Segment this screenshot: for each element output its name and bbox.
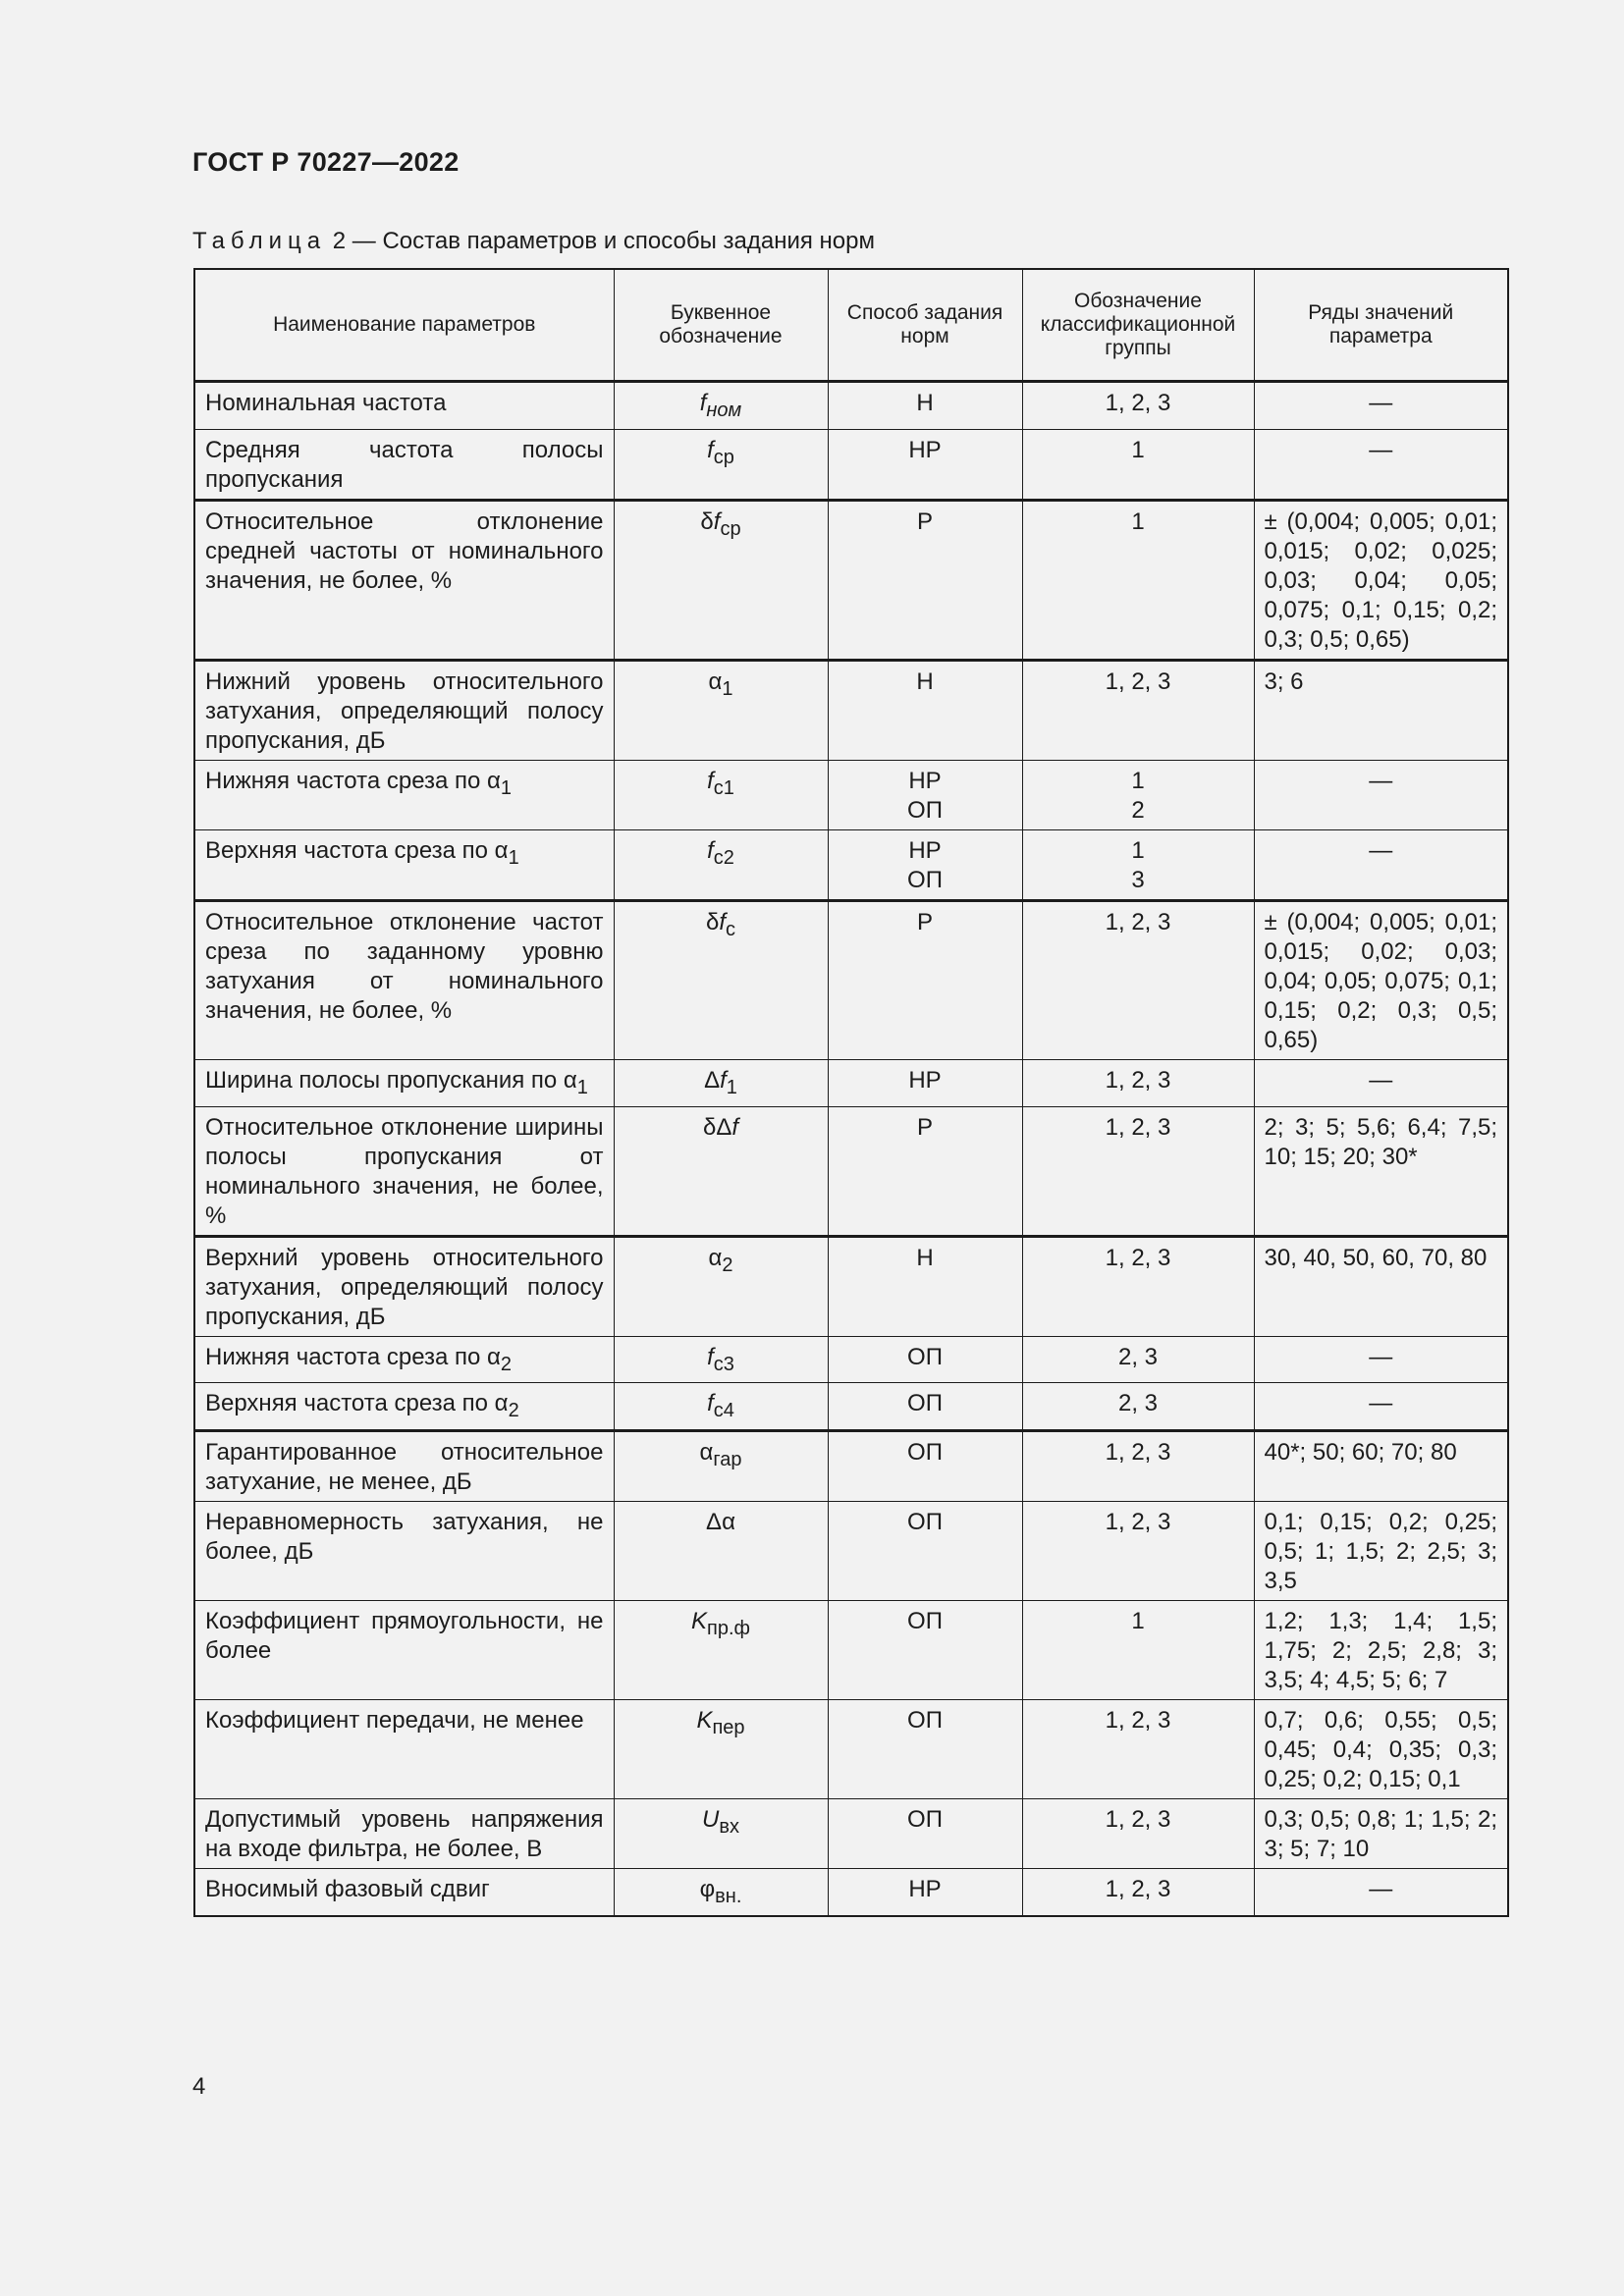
- class-group: 3: [1131, 866, 1145, 893]
- norm-method: ОП: [907, 1343, 943, 1370]
- symbol-base: f: [699, 390, 707, 416]
- symbol-cell: [614, 500, 828, 660]
- value-series-cell: [1254, 900, 1508, 1059]
- value-series: 0,3; 0,5; 0,8; 1; 1,5; 2; 3; 5; 7; 10: [1264, 1806, 1497, 1863]
- parameter-name: Верхняя частота среза по α: [205, 1390, 509, 1417]
- document-header: ГОСТ Р 70227—2022: [192, 147, 460, 177]
- symbol-subscript: вн.: [715, 1885, 742, 1907]
- class-group-cell: [1022, 1502, 1254, 1601]
- symbol-subscript: пр.ф: [707, 1617, 750, 1639]
- value-series-cell: [1254, 1336, 1508, 1383]
- parameter-name-cell: [194, 1059, 614, 1106]
- symbol-cell: [614, 1700, 828, 1799]
- symbol-base: f: [707, 1390, 714, 1417]
- parameter-name: Вносимый фазовый сдвиг: [205, 1876, 490, 1903]
- symbol-cell: [614, 1383, 828, 1431]
- value-series: 0,1; 0,15; 0,2; 0,25; 0,5; 1; 1,5; 2; 2,5; 3; 3,5: [1264, 1509, 1497, 1595]
- value-series: —: [1369, 836, 1393, 864]
- parameter-symbol: [700, 507, 741, 540]
- norm-method: ОП: [907, 1608, 943, 1635]
- value-series: —: [1369, 390, 1393, 416]
- class-group-cell: [1022, 900, 1254, 1059]
- class-group-cell: [1022, 1106, 1254, 1236]
- norm-method: ОП: [907, 1439, 943, 1467]
- symbol-cell: [614, 382, 828, 430]
- norm-method: Н: [916, 1244, 934, 1271]
- parameter-name: Номинальная частота: [205, 390, 447, 416]
- parameter-name-subscript: 1: [500, 776, 513, 799]
- value-series-cell: [1254, 1869, 1508, 1916]
- symbol-base: f: [713, 507, 721, 535]
- norm-method: НР: [908, 767, 942, 794]
- table-caption-text: 2 — Состав параметров и способы задания норм: [326, 228, 875, 254]
- parameter-name-cell: [194, 760, 614, 829]
- class-group-cell: [1022, 1799, 1254, 1869]
- parameter-name-cell: [194, 829, 614, 900]
- symbol-cell: [614, 660, 828, 760]
- symbol-subscript: ном: [706, 399, 742, 421]
- norm-method-cell: [828, 1700, 1022, 1799]
- table-row: [194, 1059, 1508, 1106]
- value-series-cell: [1254, 1236, 1508, 1336]
- value-series: 3; 6: [1264, 667, 1304, 695]
- parameter-symbol: [699, 1439, 742, 1470]
- parameter-name: Неравномерность затухания, не более, дБ: [205, 1509, 604, 1566]
- symbol-cell: [614, 1059, 828, 1106]
- class-group: 1, 2, 3: [1105, 1876, 1171, 1903]
- norm-method-cell: [828, 1236, 1022, 1336]
- norm-method-cell: [828, 429, 1022, 500]
- norm-method: ОП: [907, 1707, 943, 1735]
- symbol-subscript: пер: [712, 1716, 745, 1738]
- norm-method: НР: [908, 436, 942, 463]
- parameter-symbol: [705, 908, 736, 940]
- table-row: [194, 429, 1508, 500]
- class-group-cell: [1022, 1431, 1254, 1502]
- parameter-symbol: [702, 1806, 739, 1838]
- symbol-cell: [614, 1431, 828, 1502]
- class-group: 1, 2, 3: [1105, 390, 1171, 416]
- value-series-cell: [1254, 1502, 1508, 1601]
- table-row: [194, 1869, 1508, 1916]
- class-group: 2, 3: [1117, 1343, 1159, 1370]
- symbol-prefix: δ: [705, 908, 720, 935]
- class-group-cell: [1022, 1059, 1254, 1106]
- page-number: 4: [192, 2073, 206, 2100]
- norm-method: Р: [916, 908, 933, 935]
- class-group-cell: [1022, 500, 1254, 660]
- parameter-symbol: [699, 390, 742, 421]
- value-series: 1,2; 1,3; 1,4; 1,5; 1,75; 2; 2,5; 2,8; 3; 3,5; 4; 4,5; 5; 6; 7: [1264, 1608, 1497, 1694]
- class-group-cell: [1022, 429, 1254, 500]
- norm-method-cell: [828, 1059, 1022, 1106]
- class-group-cell: [1022, 1383, 1254, 1431]
- class-group-cell: [1022, 1700, 1254, 1799]
- symbol-subscript: c2: [713, 846, 734, 869]
- table-row: [194, 1383, 1508, 1431]
- norm-method-cell: [828, 1502, 1022, 1601]
- parameter-symbol: [699, 1876, 742, 1907]
- value-series-cell: [1254, 500, 1508, 660]
- table-row: [194, 1236, 1508, 1336]
- symbol-cell: [614, 1799, 828, 1869]
- class-group-cell: [1022, 829, 1254, 900]
- value-series: —: [1369, 1390, 1393, 1417]
- norm-method: Р: [916, 1113, 933, 1141]
- parameter-name-cell: [194, 429, 614, 500]
- parameter-name-cell: [194, 382, 614, 430]
- table-row: [194, 1431, 1508, 1502]
- norm-method-cell: [828, 1383, 1022, 1431]
- symbol-prefix: α: [699, 1439, 714, 1467]
- class-group-cell: [1022, 1601, 1254, 1700]
- class-group: 1, 2, 3: [1105, 1439, 1171, 1467]
- symbol-subscript: 1: [722, 677, 733, 700]
- value-series-cell: [1254, 1106, 1508, 1236]
- symbol-subscript: гар: [713, 1448, 742, 1470]
- symbol-base: K: [696, 1707, 713, 1735]
- symbol-base: U: [702, 1806, 720, 1834]
- symbol-prefix: α: [708, 1244, 723, 1271]
- symbol-base: f: [707, 1343, 714, 1370]
- table-row: [194, 382, 1508, 430]
- value-series: 30, 40, 50, 60, 70, 80: [1264, 1244, 1488, 1271]
- symbol-subscript: c4: [713, 1400, 734, 1422]
- parameter-name-cell: [194, 1601, 614, 1700]
- value-series: —: [1369, 767, 1393, 794]
- symbol-prefix: δ: [700, 507, 714, 535]
- symbol-cell: [614, 1869, 828, 1916]
- symbol-cell: [614, 1601, 828, 1700]
- parameter-symbol: [707, 836, 734, 869]
- norm-method-cell: [828, 1336, 1022, 1383]
- symbol-subscript: c3: [713, 1353, 734, 1375]
- parameter-name-cell: [194, 1236, 614, 1336]
- norm-method-cell: [828, 660, 1022, 760]
- value-series-cell: [1254, 1799, 1508, 1869]
- parameter-name: Коэффициент передачи, не менее: [205, 1707, 584, 1735]
- parameter-symbol: [691, 1608, 750, 1639]
- parameter-name-subscript: 2: [500, 1353, 513, 1375]
- class-group: 1: [1131, 836, 1145, 864]
- class-group: 1: [1131, 507, 1145, 535]
- header-class-group: Обозначение классификационной группы: [1022, 269, 1254, 382]
- parameter-name-cell: [194, 1700, 614, 1799]
- parameter-name: Ширина полосы пропускания по α: [205, 1066, 577, 1094]
- value-series-cell: [1254, 829, 1508, 900]
- parameter-name: Относительное отклонение средней частоты от номинального значения, не более, %: [205, 507, 604, 594]
- table-row: [194, 900, 1508, 1059]
- table-row: [194, 760, 1508, 829]
- norm-method: Н: [916, 390, 934, 416]
- header-letter-symbol: Буквенное обозначение: [614, 269, 828, 382]
- symbol-base: f: [707, 436, 714, 463]
- norm-method-cell: [828, 382, 1022, 430]
- table-row: [194, 829, 1508, 900]
- symbol-subscript: c: [726, 918, 736, 940]
- symbol-subscript: c1: [713, 776, 734, 799]
- header-norm-method: Способ задания норм: [828, 269, 1022, 382]
- parameter-name-cell: [194, 1799, 614, 1869]
- parameter-symbol: [708, 667, 733, 700]
- symbol-cell: [614, 1502, 828, 1601]
- norm-method: НР: [908, 1876, 942, 1903]
- parameter-symbol: [707, 1390, 734, 1422]
- symbol-cell: [614, 760, 828, 829]
- value-series-cell: [1254, 1700, 1508, 1799]
- symbol-prefix: Δ: [704, 1066, 721, 1094]
- class-group: 1: [1131, 436, 1145, 463]
- norm-method-cell: [828, 1869, 1022, 1916]
- symbol-cell: [614, 829, 828, 900]
- class-group: 1, 2, 3: [1105, 908, 1171, 935]
- table-caption: [192, 228, 875, 255]
- value-series: —: [1369, 436, 1393, 463]
- symbol-base: K: [691, 1608, 708, 1635]
- parameter-name: Коэффициент прямоугольности, не более: [205, 1608, 604, 1665]
- symbol-base: f: [707, 767, 714, 794]
- parameter-symbol: [706, 1509, 735, 1535]
- symbol-cell: [614, 900, 828, 1059]
- symbol-prefix: δΔ: [702, 1113, 732, 1141]
- parameter-name-cell: [194, 1431, 614, 1502]
- symbol-cell: [614, 429, 828, 500]
- parameter-name: Верхний уровень относительного затухания, определяющий полосу пропускания, дБ: [205, 1244, 604, 1330]
- norm-method-cell: [828, 900, 1022, 1059]
- class-group: 2, 3: [1117, 1390, 1159, 1417]
- value-series: —: [1369, 1876, 1393, 1903]
- value-series: ± (0,004; 0,005; 0,01; 0,015; 0,02; 0,03; 0,04; 0,05; 0,075; 0,1; 0,15; 0,2; 0,3; 0,5; 0,65): [1264, 908, 1497, 1053]
- symbol-base: f: [707, 836, 714, 864]
- parameter-symbol: [707, 767, 734, 799]
- table-row: [194, 1502, 1508, 1601]
- norm-method-cell: [828, 829, 1022, 900]
- norm-method-cell: [828, 760, 1022, 829]
- parameter-symbol: [704, 1066, 737, 1098]
- value-series: 0,7; 0,6; 0,55; 0,5; 0,45; 0,4; 0,35; 0,3; 0,25; 0,2; 0,15; 0,1: [1264, 1707, 1497, 1793]
- table-row: [194, 1700, 1508, 1799]
- parameter-name-subscript: 1: [576, 1076, 588, 1098]
- parameter-name-subscript: 1: [508, 846, 519, 869]
- norm-method: ОП: [907, 1509, 943, 1536]
- class-group: 1, 2, 3: [1105, 1707, 1171, 1735]
- value-series-cell: [1254, 382, 1508, 430]
- norm-method-cell: [828, 1601, 1022, 1700]
- symbol-cell: [614, 1106, 828, 1236]
- class-group: 1, 2, 3: [1105, 1806, 1171, 1834]
- norm-method: ОП: [907, 866, 943, 893]
- symbol-subscript: ср: [720, 517, 741, 540]
- class-group: 1, 2, 3: [1105, 1066, 1171, 1094]
- class-group: 1: [1131, 767, 1145, 794]
- table-row: [194, 500, 1508, 660]
- table-caption-label: Таблица: [192, 228, 327, 254]
- norm-method-cell: [828, 1431, 1022, 1502]
- parameter-symbol: [707, 1343, 734, 1375]
- parameter-name: Нижний уровень относительного затухания, определяющий полосу пропускания, дБ: [205, 667, 604, 754]
- value-series-cell: [1254, 1601, 1508, 1700]
- norm-method: ОП: [907, 1806, 943, 1834]
- symbol-prefix: Δα: [706, 1509, 735, 1536]
- value-series-cell: [1254, 1431, 1508, 1502]
- norm-method-cell: [828, 1106, 1022, 1236]
- symbol-base: f: [731, 1113, 739, 1141]
- header-parameter-name: Наименование параметров: [194, 269, 614, 382]
- parameter-symbol: [703, 1114, 738, 1141]
- norm-method: НР: [908, 836, 942, 864]
- value-series: 2; 3; 5; 5,6; 6,4; 7,5; 10; 15; 20; 30*: [1264, 1113, 1497, 1170]
- parameter-name-cell: [194, 1502, 614, 1601]
- header-value-series: Ряды значений параметра: [1254, 269, 1508, 382]
- norm-method: ОП: [907, 796, 943, 824]
- parameter-name-cell: [194, 500, 614, 660]
- norm-method-cell: [828, 500, 1022, 660]
- table-row: [194, 660, 1508, 760]
- class-group: 1, 2, 3: [1105, 1244, 1171, 1271]
- norm-method: Н: [916, 667, 934, 695]
- table-row: [194, 1799, 1508, 1869]
- symbol-prefix: φ: [699, 1876, 716, 1903]
- class-group-cell: [1022, 660, 1254, 760]
- symbol-subscript: ср: [713, 446, 734, 468]
- value-series-cell: [1254, 760, 1508, 829]
- symbol-subscript: 1: [726, 1076, 737, 1098]
- value-series: —: [1369, 1066, 1393, 1094]
- value-series-cell: [1254, 660, 1508, 760]
- value-series: —: [1369, 1343, 1393, 1370]
- parameter-name: Относительное отклонение частот среза по заданному уровню затухания от номинального значения, не более, %: [205, 908, 604, 1024]
- parameter-name-cell: [194, 660, 614, 760]
- value-series: 40*; 50; 60; 70; 80: [1264, 1439, 1457, 1467]
- value-series: ± (0,004; 0,005; 0,01; 0,015; 0,02; 0,025; 0,03; 0,04; 0,05; 0,075; 0,1; 0,15; 0,2; 0,3; 0,5; 0,65): [1264, 507, 1497, 653]
- parameter-name-cell: [194, 1106, 614, 1236]
- parameter-name-cell: [194, 1869, 614, 1916]
- symbol-subscript: 2: [722, 1254, 733, 1276]
- norm-method: Р: [916, 507, 933, 535]
- parameter-symbol: [708, 1244, 733, 1276]
- parameter-name: Относительное отклонение ширины полосы пропускания от номинального значения, не более, %: [205, 1113, 604, 1229]
- table-header-row: [194, 269, 1508, 382]
- class-group-cell: [1022, 1869, 1254, 1916]
- table-body: [194, 382, 1508, 1916]
- class-group-cell: [1022, 1236, 1254, 1336]
- norm-method-cell: [828, 1799, 1022, 1869]
- symbol-base: f: [719, 908, 727, 935]
- symbol-prefix: α: [708, 667, 723, 695]
- parameter-name-cell: [194, 900, 614, 1059]
- symbol-subscript: вх: [719, 1815, 739, 1838]
- parameters-table: [193, 268, 1509, 1917]
- parameter-name: Нижняя частота среза по α: [205, 767, 501, 794]
- parameter-name: Гарантированное относительное затухание, не менее, дБ: [205, 1439, 604, 1496]
- parameter-name-cell: [194, 1336, 614, 1383]
- parameter-symbol: [707, 436, 734, 468]
- value-series-cell: [1254, 1059, 1508, 1106]
- class-group: 1, 2, 3: [1105, 1113, 1171, 1141]
- class-group: 1, 2, 3: [1105, 1509, 1171, 1536]
- parameter-name-subscript: 2: [508, 1400, 519, 1422]
- parameter-name: Средняя частота полосы пропускания: [205, 436, 604, 493]
- value-series-cell: [1254, 429, 1508, 500]
- value-series-cell: [1254, 1383, 1508, 1431]
- parameter-name: Нижняя частота среза по α: [205, 1343, 501, 1370]
- class-group: 1: [1131, 1608, 1145, 1635]
- parameter-name-cell: [194, 1383, 614, 1431]
- class-group-cell: [1022, 382, 1254, 430]
- parameter-name: Допустимый уровень напряжения на входе фильтра, не более, В: [205, 1806, 604, 1863]
- symbol-base: f: [720, 1066, 727, 1094]
- class-group: 2: [1131, 796, 1145, 824]
- class-group-cell: [1022, 1336, 1254, 1383]
- symbol-cell: [614, 1236, 828, 1336]
- class-group: 1, 2, 3: [1105, 667, 1171, 695]
- table-row: [194, 1336, 1508, 1383]
- norm-method: ОП: [907, 1390, 943, 1417]
- parameter-symbol: [696, 1707, 745, 1738]
- parameter-name: Верхняя частота среза по α: [205, 836, 509, 864]
- table-row: [194, 1106, 1508, 1236]
- norm-method: НР: [908, 1066, 942, 1094]
- class-group-cell: [1022, 760, 1254, 829]
- table-row: [194, 1601, 1508, 1700]
- symbol-cell: [614, 1336, 828, 1383]
